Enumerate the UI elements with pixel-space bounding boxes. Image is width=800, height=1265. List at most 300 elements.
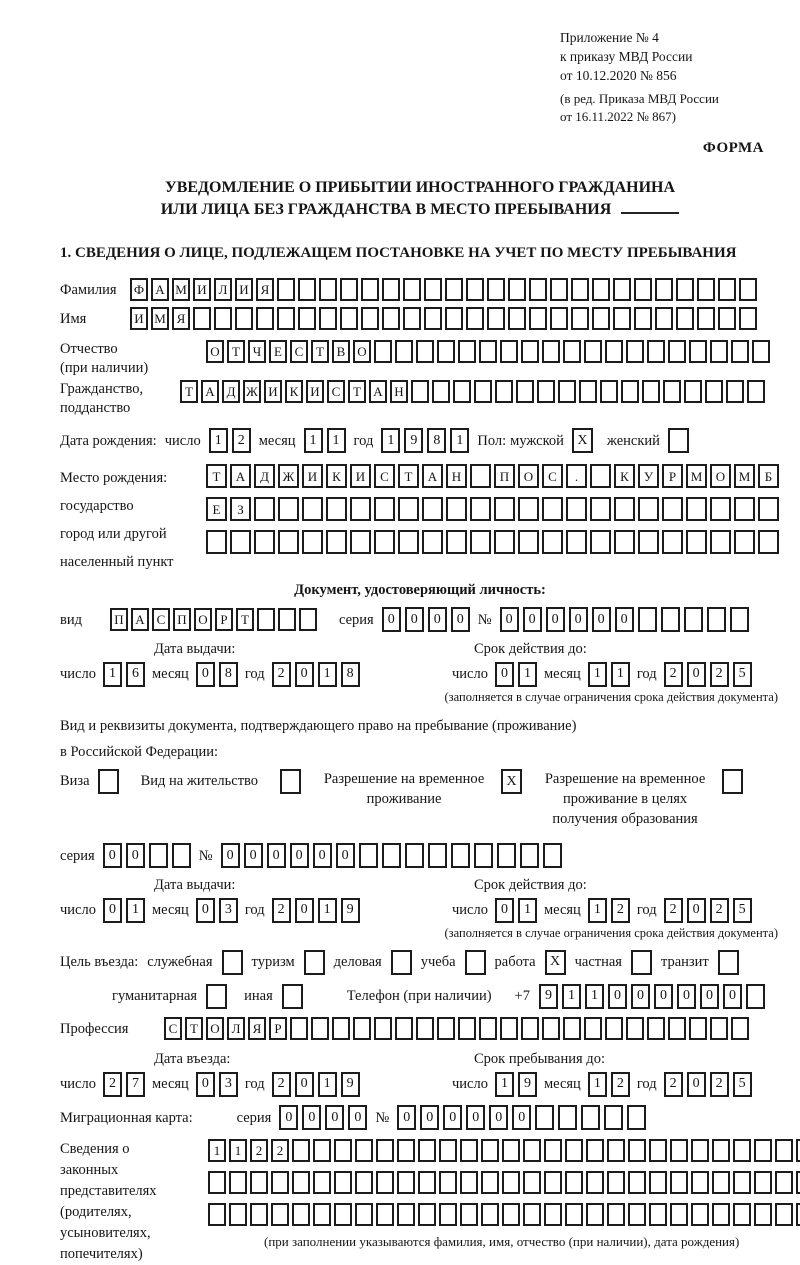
- char-cell[interactable]: [445, 278, 463, 301]
- purpose-business-checkbox[interactable]: [391, 950, 412, 975]
- char-cell[interactable]: С: [290, 340, 308, 363]
- char-cell[interactable]: [334, 1139, 352, 1162]
- char-cell[interactable]: [418, 1139, 436, 1162]
- char-cell[interactable]: [424, 307, 442, 330]
- char-cell[interactable]: 0: [325, 1105, 344, 1130]
- char-cell[interactable]: 1: [304, 428, 323, 453]
- char-cell[interactable]: Т: [180, 380, 198, 403]
- char-cell[interactable]: [403, 307, 421, 330]
- char-cell[interactable]: [634, 278, 652, 301]
- char-cell[interactable]: А: [201, 380, 219, 403]
- char-cell[interactable]: 2: [664, 662, 683, 687]
- char-cell[interactable]: [277, 307, 295, 330]
- purpose-humanitarian-checkbox[interactable]: [206, 984, 227, 1009]
- char-cell[interactable]: [663, 380, 681, 403]
- char-cell[interactable]: Е: [206, 497, 227, 521]
- char-cell[interactable]: [746, 984, 765, 1009]
- char-cell[interactable]: С: [542, 464, 563, 488]
- char-cell[interactable]: [437, 1017, 455, 1040]
- char-cell[interactable]: [229, 1203, 247, 1226]
- char-cell[interactable]: [313, 1171, 331, 1194]
- char-cell[interactable]: [355, 1139, 373, 1162]
- purpose-study-checkbox[interactable]: [465, 950, 486, 975]
- char-cell[interactable]: [544, 1171, 562, 1194]
- char-cell[interactable]: [537, 380, 555, 403]
- char-cell[interactable]: [214, 307, 232, 330]
- char-cell[interactable]: 1: [585, 984, 604, 1009]
- char-cell[interactable]: [497, 843, 516, 868]
- char-cell[interactable]: И: [193, 278, 211, 301]
- char-cell[interactable]: [290, 1017, 308, 1040]
- char-cell[interactable]: [523, 1171, 541, 1194]
- char-cell[interactable]: [508, 278, 526, 301]
- char-cell[interactable]: [439, 1139, 457, 1162]
- char-cell[interactable]: [250, 1171, 268, 1194]
- char-cell[interactable]: 2: [271, 1139, 289, 1162]
- char-cell[interactable]: [520, 843, 539, 868]
- char-cell[interactable]: [405, 843, 424, 868]
- char-cell[interactable]: 1: [588, 1072, 607, 1097]
- char-cell[interactable]: 2: [710, 662, 729, 687]
- char-cell[interactable]: [481, 1203, 499, 1226]
- char-cell[interactable]: [710, 340, 728, 363]
- char-cell[interactable]: 0: [615, 607, 634, 632]
- char-cell[interactable]: [458, 1017, 476, 1040]
- char-cell[interactable]: 0: [687, 662, 706, 687]
- char-cell[interactable]: [418, 1171, 436, 1194]
- char-cell[interactable]: [697, 307, 715, 330]
- char-cell[interactable]: [382, 278, 400, 301]
- char-cell[interactable]: 2: [272, 898, 291, 923]
- char-cell[interactable]: [254, 497, 275, 521]
- char-cell[interactable]: 0: [500, 607, 519, 632]
- char-cell[interactable]: [655, 278, 673, 301]
- sex-male-checkbox[interactable]: X: [572, 428, 593, 453]
- char-cell[interactable]: [733, 1203, 751, 1226]
- char-cell[interactable]: [707, 607, 726, 632]
- char-cell[interactable]: [734, 497, 755, 521]
- char-cell[interactable]: [529, 307, 547, 330]
- char-cell[interactable]: [565, 1171, 583, 1194]
- char-cell[interactable]: [542, 530, 563, 554]
- char-cell[interactable]: [292, 1203, 310, 1226]
- char-cell[interactable]: 0: [295, 662, 314, 687]
- char-cell[interactable]: 0: [290, 843, 309, 868]
- char-cell[interactable]: И: [264, 380, 282, 403]
- char-cell[interactable]: [571, 307, 589, 330]
- char-cell[interactable]: 0: [523, 607, 542, 632]
- char-cell[interactable]: [642, 380, 660, 403]
- char-cell[interactable]: [691, 1203, 709, 1226]
- char-cell[interactable]: [479, 340, 497, 363]
- char-cell[interactable]: [355, 1171, 373, 1194]
- char-cell[interactable]: [508, 307, 526, 330]
- char-cell[interactable]: .: [566, 464, 587, 488]
- char-cell[interactable]: 9: [341, 898, 360, 923]
- char-cell[interactable]: И: [235, 278, 253, 301]
- char-cell[interactable]: [302, 497, 323, 521]
- char-cell[interactable]: [319, 278, 337, 301]
- char-cell[interactable]: [686, 497, 707, 521]
- char-cell[interactable]: 1: [518, 898, 537, 923]
- char-cell[interactable]: [361, 307, 379, 330]
- char-cell[interactable]: И: [306, 380, 324, 403]
- char-cell[interactable]: С: [164, 1017, 182, 1040]
- char-cell[interactable]: 2: [664, 898, 683, 923]
- char-cell[interactable]: 9: [518, 1072, 537, 1097]
- char-cell[interactable]: 0: [592, 607, 611, 632]
- char-cell[interactable]: [470, 497, 491, 521]
- char-cell[interactable]: М: [172, 278, 190, 301]
- char-cell[interactable]: [710, 530, 731, 554]
- char-cell[interactable]: [446, 530, 467, 554]
- char-cell[interactable]: [628, 1171, 646, 1194]
- char-cell[interactable]: 0: [495, 662, 514, 687]
- char-cell[interactable]: Н: [390, 380, 408, 403]
- char-cell[interactable]: [775, 1171, 793, 1194]
- char-cell[interactable]: [628, 1139, 646, 1162]
- char-cell[interactable]: [565, 1203, 583, 1226]
- char-cell[interactable]: Д: [254, 464, 275, 488]
- char-cell[interactable]: [638, 607, 657, 632]
- char-cell[interactable]: У: [638, 464, 659, 488]
- char-cell[interactable]: [705, 380, 723, 403]
- char-cell[interactable]: [655, 307, 673, 330]
- char-cell[interactable]: [584, 340, 602, 363]
- char-cell[interactable]: [712, 1171, 730, 1194]
- char-cell[interactable]: Т: [398, 464, 419, 488]
- char-cell[interactable]: 2: [232, 428, 251, 453]
- char-cell[interactable]: [416, 1017, 434, 1040]
- char-cell[interactable]: [544, 1203, 562, 1226]
- char-cell[interactable]: 5: [733, 1072, 752, 1097]
- char-cell[interactable]: 1: [495, 1072, 514, 1097]
- char-cell[interactable]: 3: [219, 898, 238, 923]
- char-cell[interactable]: О: [206, 1017, 224, 1040]
- char-cell[interactable]: [697, 278, 715, 301]
- char-cell[interactable]: [235, 307, 253, 330]
- char-cell[interactable]: [628, 1203, 646, 1226]
- char-cell[interactable]: [340, 307, 358, 330]
- char-cell[interactable]: [634, 307, 652, 330]
- char-cell[interactable]: [565, 1139, 583, 1162]
- char-cell[interactable]: [395, 340, 413, 363]
- char-cell[interactable]: З: [230, 497, 251, 521]
- char-cell[interactable]: [796, 1171, 800, 1194]
- char-cell[interactable]: 1: [588, 662, 607, 687]
- char-cell[interactable]: Ж: [278, 464, 299, 488]
- char-cell[interactable]: [726, 380, 744, 403]
- char-cell[interactable]: А: [422, 464, 443, 488]
- char-cell[interactable]: [590, 464, 611, 488]
- char-cell[interactable]: [374, 340, 392, 363]
- char-cell[interactable]: [229, 1171, 247, 1194]
- char-cell[interactable]: [453, 380, 471, 403]
- char-cell[interactable]: 1: [381, 428, 400, 453]
- char-cell[interactable]: П: [110, 608, 128, 631]
- temp-residence-checkbox[interactable]: X: [501, 769, 522, 794]
- char-cell[interactable]: [544, 1139, 562, 1162]
- char-cell[interactable]: 2: [272, 1072, 291, 1097]
- char-cell[interactable]: 1: [103, 662, 122, 687]
- char-cell[interactable]: [796, 1203, 800, 1226]
- char-cell[interactable]: [668, 1017, 686, 1040]
- char-cell[interactable]: [649, 1203, 667, 1226]
- char-cell[interactable]: И: [302, 464, 323, 488]
- char-cell[interactable]: [172, 843, 191, 868]
- char-cell[interactable]: [668, 340, 686, 363]
- char-cell[interactable]: 0: [295, 1072, 314, 1097]
- char-cell[interactable]: [332, 1017, 350, 1040]
- char-cell[interactable]: [661, 607, 680, 632]
- char-cell[interactable]: [670, 1203, 688, 1226]
- char-cell[interactable]: Р: [269, 1017, 287, 1040]
- char-cell[interactable]: [758, 530, 779, 554]
- char-cell[interactable]: [613, 307, 631, 330]
- char-cell[interactable]: [494, 530, 515, 554]
- char-cell[interactable]: [278, 497, 299, 521]
- char-cell[interactable]: [446, 497, 467, 521]
- char-cell[interactable]: [313, 1203, 331, 1226]
- char-cell[interactable]: С: [374, 464, 395, 488]
- char-cell[interactable]: [355, 1203, 373, 1226]
- char-cell[interactable]: [481, 1171, 499, 1194]
- purpose-business-official-checkbox[interactable]: [222, 950, 243, 975]
- char-cell[interactable]: Л: [227, 1017, 245, 1040]
- char-cell[interactable]: 1: [518, 662, 537, 687]
- char-cell[interactable]: [254, 530, 275, 554]
- char-cell[interactable]: [353, 1017, 371, 1040]
- char-cell[interactable]: [529, 278, 547, 301]
- char-cell[interactable]: [734, 530, 755, 554]
- char-cell[interactable]: [487, 307, 505, 330]
- char-cell[interactable]: [257, 608, 275, 631]
- char-cell[interactable]: [361, 278, 379, 301]
- char-cell[interactable]: [521, 340, 539, 363]
- char-cell[interactable]: [718, 307, 736, 330]
- char-cell[interactable]: 0: [103, 843, 122, 868]
- char-cell[interactable]: [662, 530, 683, 554]
- char-cell[interactable]: [313, 1139, 331, 1162]
- char-cell[interactable]: [733, 1171, 751, 1194]
- char-cell[interactable]: 8: [427, 428, 446, 453]
- char-cell[interactable]: [607, 1203, 625, 1226]
- char-cell[interactable]: [516, 380, 534, 403]
- char-cell[interactable]: [382, 843, 401, 868]
- char-cell[interactable]: Д: [222, 380, 240, 403]
- char-cell[interactable]: [592, 278, 610, 301]
- char-cell[interactable]: [754, 1139, 772, 1162]
- char-cell[interactable]: [689, 340, 707, 363]
- char-cell[interactable]: 0: [466, 1105, 485, 1130]
- char-cell[interactable]: [460, 1139, 478, 1162]
- char-cell[interactable]: [754, 1171, 772, 1194]
- char-cell[interactable]: 1: [126, 898, 145, 923]
- char-cell[interactable]: [250, 1203, 268, 1226]
- char-cell[interactable]: 5: [733, 898, 752, 923]
- char-cell[interactable]: О: [518, 464, 539, 488]
- char-cell[interactable]: О: [710, 464, 731, 488]
- char-cell[interactable]: [271, 1203, 289, 1226]
- char-cell[interactable]: 9: [539, 984, 558, 1009]
- char-cell[interactable]: [731, 340, 749, 363]
- char-cell[interactable]: [758, 497, 779, 521]
- char-cell[interactable]: [206, 530, 227, 554]
- char-cell[interactable]: 1: [562, 984, 581, 1009]
- char-cell[interactable]: [311, 1017, 329, 1040]
- char-cell[interactable]: 0: [405, 607, 424, 632]
- char-cell[interactable]: [523, 1139, 541, 1162]
- char-cell[interactable]: О: [206, 340, 224, 363]
- char-cell[interactable]: [502, 1203, 520, 1226]
- char-cell[interactable]: [340, 278, 358, 301]
- char-cell[interactable]: [334, 1203, 352, 1226]
- char-cell[interactable]: Т: [236, 608, 254, 631]
- char-cell[interactable]: [607, 1139, 625, 1162]
- char-cell[interactable]: [649, 1139, 667, 1162]
- char-cell[interactable]: [712, 1139, 730, 1162]
- char-cell[interactable]: 5: [733, 662, 752, 687]
- char-cell[interactable]: [586, 1139, 604, 1162]
- char-cell[interactable]: [397, 1139, 415, 1162]
- char-cell[interactable]: [581, 1105, 600, 1130]
- char-cell[interactable]: [586, 1203, 604, 1226]
- char-cell[interactable]: [382, 307, 400, 330]
- char-cell[interactable]: [621, 380, 639, 403]
- char-cell[interactable]: [149, 843, 168, 868]
- char-cell[interactable]: 0: [489, 1105, 508, 1130]
- char-cell[interactable]: [437, 340, 455, 363]
- char-cell[interactable]: [718, 278, 736, 301]
- char-cell[interactable]: 2: [611, 1072, 630, 1097]
- char-cell[interactable]: [739, 278, 757, 301]
- char-cell[interactable]: [775, 1203, 793, 1226]
- char-cell[interactable]: [502, 1171, 520, 1194]
- char-cell[interactable]: [731, 1017, 749, 1040]
- char-cell[interactable]: А: [369, 380, 387, 403]
- char-cell[interactable]: [193, 307, 211, 330]
- char-cell[interactable]: 2: [611, 898, 630, 923]
- char-cell[interactable]: Ч: [248, 340, 266, 363]
- sex-female-checkbox[interactable]: [668, 428, 689, 453]
- char-cell[interactable]: П: [494, 464, 515, 488]
- char-cell[interactable]: 2: [250, 1139, 268, 1162]
- char-cell[interactable]: [403, 278, 421, 301]
- char-cell[interactable]: [418, 1203, 436, 1226]
- char-cell[interactable]: [684, 380, 702, 403]
- char-cell[interactable]: [796, 1139, 800, 1162]
- char-cell[interactable]: [319, 307, 337, 330]
- char-cell[interactable]: [208, 1171, 226, 1194]
- temp-residence-education-checkbox[interactable]: [722, 769, 743, 794]
- char-cell[interactable]: [521, 1017, 539, 1040]
- char-cell[interactable]: [676, 278, 694, 301]
- char-cell[interactable]: [292, 1171, 310, 1194]
- char-cell[interactable]: О: [194, 608, 212, 631]
- char-cell[interactable]: [543, 843, 562, 868]
- char-cell[interactable]: [439, 1171, 457, 1194]
- char-cell[interactable]: [395, 1017, 413, 1040]
- char-cell[interactable]: 0: [700, 984, 719, 1009]
- char-cell[interactable]: [481, 1139, 499, 1162]
- char-cell[interactable]: 0: [397, 1105, 416, 1130]
- char-cell[interactable]: [710, 1017, 728, 1040]
- char-cell[interactable]: [397, 1203, 415, 1226]
- char-cell[interactable]: С: [327, 380, 345, 403]
- char-cell[interactable]: 0: [244, 843, 263, 868]
- char-cell[interactable]: [638, 497, 659, 521]
- char-cell[interactable]: [334, 1171, 352, 1194]
- char-cell[interactable]: 1: [318, 898, 337, 923]
- char-cell[interactable]: [466, 278, 484, 301]
- char-cell[interactable]: М: [686, 464, 707, 488]
- char-cell[interactable]: [535, 1105, 554, 1130]
- char-cell[interactable]: [627, 1105, 646, 1130]
- char-cell[interactable]: 0: [420, 1105, 439, 1130]
- char-cell[interactable]: [359, 843, 378, 868]
- char-cell[interactable]: [607, 1171, 625, 1194]
- char-cell[interactable]: 1: [450, 428, 469, 453]
- char-cell[interactable]: Р: [662, 464, 683, 488]
- char-cell[interactable]: А: [230, 464, 251, 488]
- char-cell[interactable]: [458, 340, 476, 363]
- char-cell[interactable]: 0: [495, 898, 514, 923]
- char-cell[interactable]: [523, 1203, 541, 1226]
- char-cell[interactable]: А: [131, 608, 149, 631]
- char-cell[interactable]: [298, 307, 316, 330]
- char-cell[interactable]: [691, 1171, 709, 1194]
- char-cell[interactable]: [592, 307, 610, 330]
- char-cell[interactable]: Т: [311, 340, 329, 363]
- char-cell[interactable]: [586, 1171, 604, 1194]
- char-cell[interactable]: 0: [267, 843, 286, 868]
- char-cell[interactable]: 0: [196, 662, 215, 687]
- char-cell[interactable]: 0: [512, 1105, 531, 1130]
- char-cell[interactable]: Т: [227, 340, 245, 363]
- char-cell[interactable]: [584, 1017, 602, 1040]
- char-cell[interactable]: 2: [710, 898, 729, 923]
- purpose-work-checkbox[interactable]: X: [545, 950, 566, 975]
- char-cell[interactable]: М: [734, 464, 755, 488]
- char-cell[interactable]: [670, 1171, 688, 1194]
- char-cell[interactable]: [460, 1171, 478, 1194]
- char-cell[interactable]: [470, 530, 491, 554]
- char-cell[interactable]: 0: [196, 1072, 215, 1097]
- char-cell[interactable]: [326, 497, 347, 521]
- char-cell[interactable]: [550, 278, 568, 301]
- char-cell[interactable]: [747, 380, 765, 403]
- char-cell[interactable]: [398, 530, 419, 554]
- char-cell[interactable]: 2: [272, 662, 291, 687]
- char-cell[interactable]: [299, 608, 317, 631]
- char-cell[interactable]: [460, 1203, 478, 1226]
- char-cell[interactable]: Я: [256, 278, 274, 301]
- char-cell[interactable]: [502, 1139, 520, 1162]
- char-cell[interactable]: К: [326, 464, 347, 488]
- char-cell[interactable]: 2: [103, 1072, 122, 1097]
- char-cell[interactable]: [563, 1017, 581, 1040]
- char-cell[interactable]: [302, 530, 323, 554]
- char-cell[interactable]: 1: [588, 898, 607, 923]
- char-cell[interactable]: [376, 1139, 394, 1162]
- char-cell[interactable]: [579, 380, 597, 403]
- char-cell[interactable]: 0: [126, 843, 145, 868]
- char-cell[interactable]: О: [353, 340, 371, 363]
- char-cell[interactable]: [563, 340, 581, 363]
- char-cell[interactable]: 9: [341, 1072, 360, 1097]
- char-cell[interactable]: Ж: [243, 380, 261, 403]
- char-cell[interactable]: И: [130, 307, 148, 330]
